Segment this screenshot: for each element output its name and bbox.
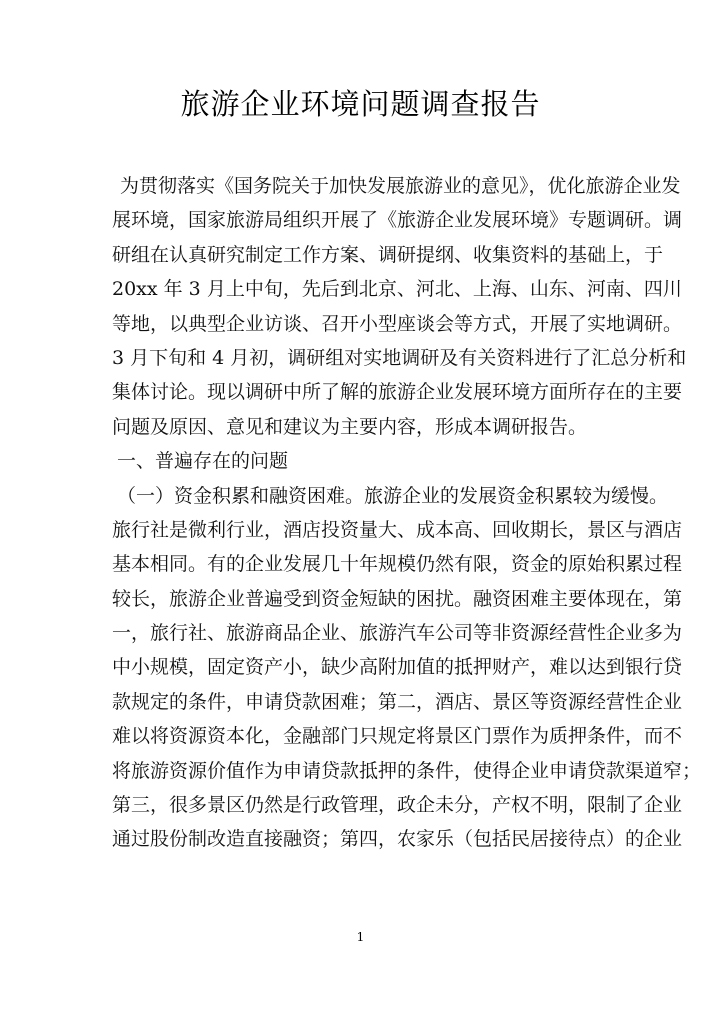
paragraph-line: 集体讨论。现以调研中所了解的旅游企业发展环境方面所存在的主要 — [112, 381, 683, 404]
paragraph-line: 为贯彻落实《国务院关于加快发展旅游业的意见》，优化旅游企业发 — [120, 175, 681, 197]
paragraph-line: 展环境，国家旅游局组织开展了《旅游企业发展环境》专题调研。调 — [112, 209, 683, 232]
section-heading: 一、普遍存在的问题 — [117, 450, 289, 473]
paragraph-line: 款规定的条件，申请贷款困难；第二，酒店、景区等资源经营性企业 — [112, 690, 683, 713]
paragraph-line: 问题及原因、意见和建议为主要内容，形成本调研报告。 — [112, 415, 588, 438]
paragraph-line: 第三，很多景区仍然是行政管理，政企未分，产权不明，限制了企业 — [112, 794, 683, 817]
document-body — [112, 169, 702, 857]
paragraph-line: 一，旅行社、旅游商品企业、旅游汽车公司等非资源经营性企业多为 — [112, 622, 683, 645]
paragraph-line: 中小规模，固定资产小，缺少高附加值的抵押财产，难以达到银行贷 — [112, 656, 683, 679]
page-number: 1 — [356, 930, 365, 944]
paragraph-line: （一）资金积累和融资困难。旅游企业的发展资金积累较为缓慢。 — [117, 484, 669, 507]
paragraph-line: 通过股份制改造直接融资；第四，农家乐（包括民居接待点）的企业 — [112, 828, 683, 851]
paragraph-line: 旅行社是微利行业，酒店投资量大、成本高、回收期长，景区与酒店 — [112, 518, 683, 541]
paragraph-line: 20xx 年 3 月上中旬，先后到北京、河北、上海、山东、河南、四川 — [112, 278, 682, 301]
paragraph-line: 基本相同。有的企业发展几十年规模仍然有限，资金的原始积累过程 — [112, 553, 683, 576]
document-title: 旅游企业环境问题调查报告 — [180, 87, 541, 121]
paragraph-line: 将旅游资源价值作为申请贷款抵押的条件，使得企业申请贷款渠道窄； — [112, 759, 702, 782]
paragraph-line: 较长，旅游企业普遍受到资金短缺的困扰。融资困难主要体现在，第 — [112, 587, 683, 610]
paragraph-line: 3 月下旬和 4 月初，调研组对实地调研及有关资料进行了汇总分析和 — [112, 346, 687, 369]
paragraph-line: 等地，以典型企业访谈、召开小型座谈会等方式，开展了实地调研。 — [112, 312, 683, 335]
paragraph-line: 难以将资源资本化，金融部门只规定将景区门票作为质押条件，而不 — [112, 725, 683, 748]
paragraph-line: 研组在认真研究制定工作方案、调研提纲、收集资料的基础上，于 — [112, 243, 664, 266]
